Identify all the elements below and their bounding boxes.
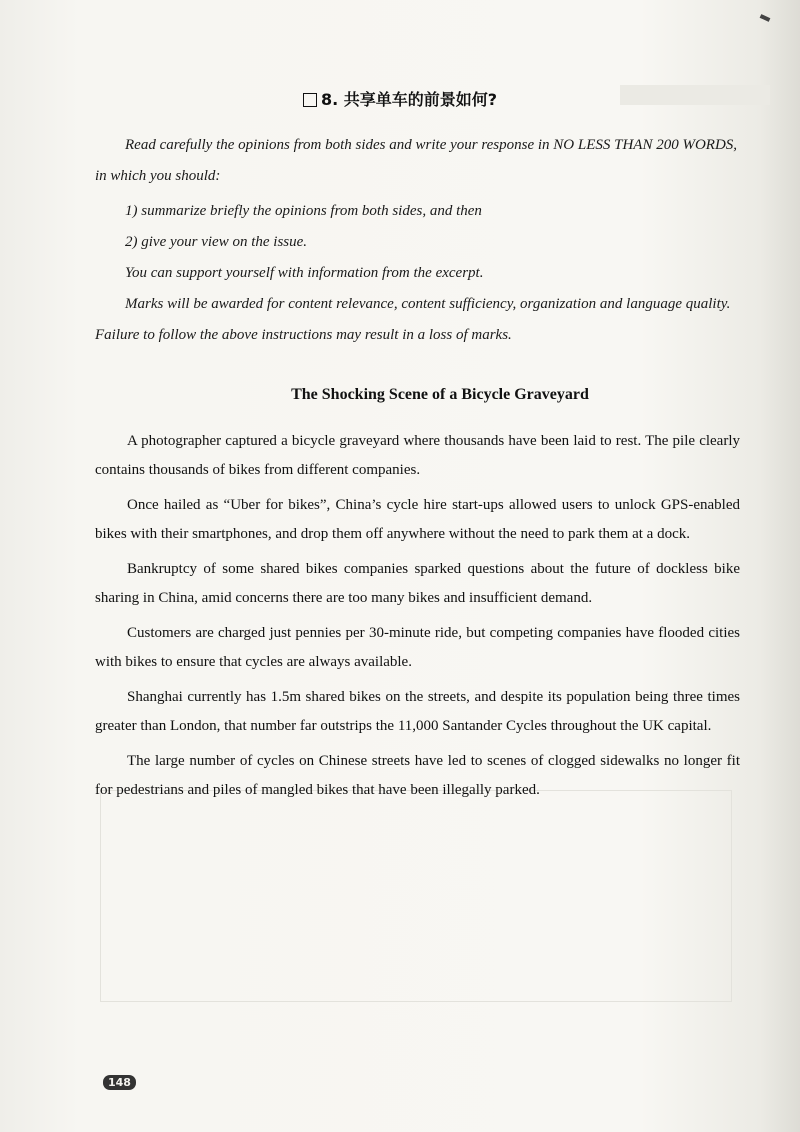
article-paragraph: Bankruptcy of some shared bikes companies sparked questions about the future of dockless bike sharing in China, amid concerns there are too many bikes and insufficient demand.: [95, 561, 740, 606]
instruction-item-1: 1) summarize briefly the opinions from both sides, and then: [125, 203, 482, 219]
section-heading: [0, 87, 800, 110]
article-paragraph: Once hailed as “Uber for bikes”, China’s cycle hire start-ups allowed users to unlock GPS-enabled bikes with their smartphones, and drop them off anywhere without the need to park them at a dock.: [95, 497, 740, 542]
article-paragraph: Shanghai currently has 1.5m shared bikes on the streets, and despite its population being three times greater than London, that number far outstrips the 11,000 Santander Cycles throughout the UK capital.: [95, 689, 740, 734]
instruction-main: Read carefully the opinions from both sides and write your response in NO LESS THAN 200 WORDS, in which you should:: [95, 137, 738, 184]
article-paragraph: A photographer captured a bicycle graveyard where thousands have been laid to rest. The pile clearly contains thousands of bikes from different companies.: [95, 433, 740, 478]
instructions: [95, 130, 745, 192]
article-paragraph: The large number of cycles on Chinese streets have led to scenes of clogged sidewalks no longer fit for pedestrians and piles of mangled bikes that have been illegally parked.: [95, 753, 740, 798]
section-heading-text: 8. 共享单车的前景如何?: [320, 90, 498, 109]
article-paragraph: Customers are charged just pennies per 30-minute ride, but competing companies have flooded cities with bikes to ensure that cycles are always available.: [95, 625, 740, 670]
article-body: [95, 427, 740, 811]
page-number: 148: [103, 1075, 136, 1090]
instruction-marks: Marks will be awarded for content relevance, content sufficiency, organization and language quality. Failure to follow the above instructions may result in a loss of marks.: [95, 296, 731, 343]
article-title: The Shocking Scene of a Bicycle Graveyard: [291, 386, 589, 403]
instruction-support: You can support yourself with information from the excerpt.: [125, 265, 484, 281]
instruction-item-2: 2) give your view on the issue.: [125, 234, 308, 250]
corner-mark: [760, 14, 771, 22]
instruction-list: [95, 196, 745, 351]
bleed-through-box: [100, 790, 732, 1002]
bookmark-icon: [303, 93, 317, 107]
